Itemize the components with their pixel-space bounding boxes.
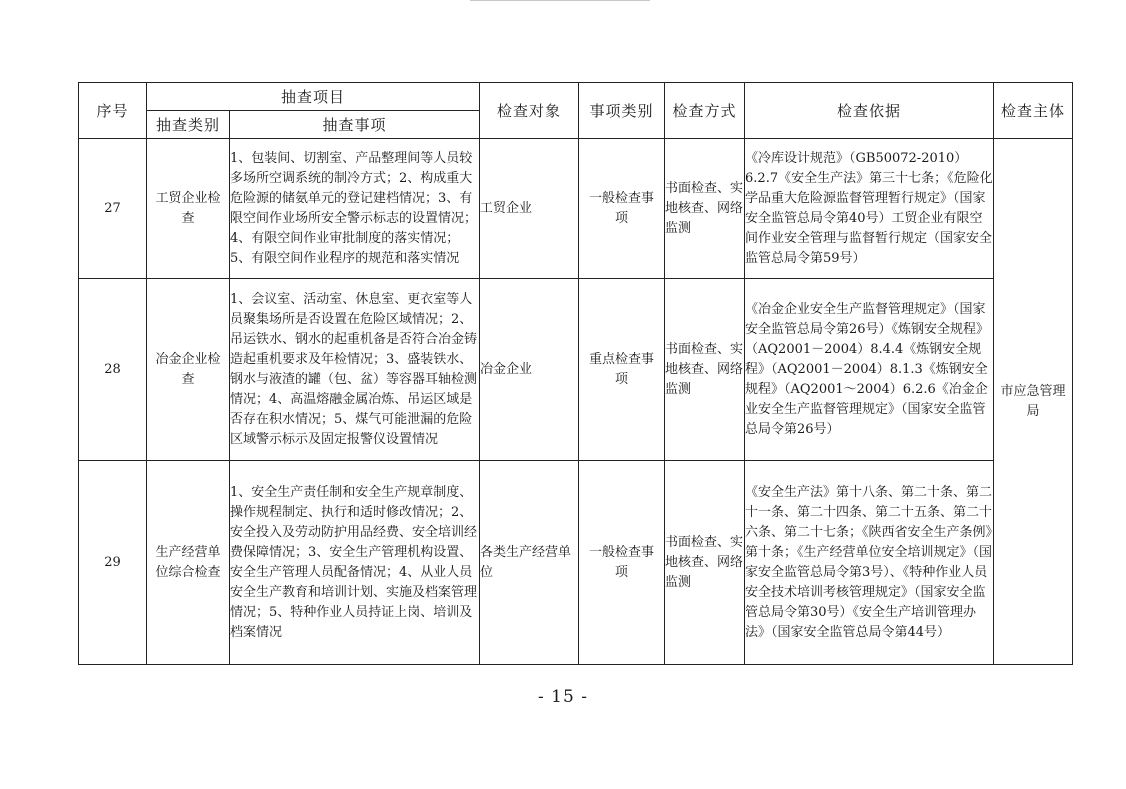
- row-target: 冶金企业: [480, 279, 579, 461]
- row-seq: 28: [79, 279, 147, 461]
- header-row-1: [79, 83, 1073, 111]
- inspection-table: [78, 82, 1073, 665]
- header-method: 检查方式: [665, 83, 745, 139]
- header-basis: 检查依据: [745, 83, 994, 139]
- table-row: [79, 139, 1073, 279]
- subject-cell: [994, 139, 1073, 665]
- header-target: 检查对象: [480, 83, 579, 139]
- row-matters: 1、安全生产责任制和安全生产规章制度、操作规程制定、执行和适时修改情况；2、安全投入及劳动防护用品经费、安全培训经费保障情况；3、安全生产管理机构设置、安全生产管理人员配备情况；4、从业人员安全生产教育和培训计划、实施及档案管理情况；5、特种作业人员持证上岗、培训及档案情况: [230, 461, 480, 665]
- page-number: - 15 -: [538, 687, 588, 707]
- row-matter-type-text: 重点检查事项: [589, 351, 655, 387]
- row-category: [147, 279, 230, 461]
- row-category-text: 冶金企业检查: [155, 351, 221, 387]
- row-category-text: 生产经营单位综合检查: [155, 544, 221, 580]
- subject-text: 市应急管理局: [1000, 383, 1066, 419]
- row-target: 各类生产经营单位: [480, 461, 579, 665]
- row-method: 书面检查、实地核查、网络监测: [665, 461, 745, 665]
- scan-top-mark: [470, 0, 650, 1]
- row-basis: 《安全生产法》第十八条、第二十条、第二十一条、第二十四条、第二十五条、第二十六条、第二十七条；《陕西省安全生产条例》第十条；《生产经营单位安全培训规定》（国家安全监管总局令第3号）、《特种作业人员安全技术培训考核管理规定》（国家安全监管总局令第30号）《安全生产培训管理办法》（国家安全监管总局令第44号）: [745, 461, 994, 665]
- header-subject: 检查主体: [994, 83, 1073, 139]
- row-matter-type: [579, 139, 665, 279]
- row-method: 书面检查、实地核查、网络监测: [665, 139, 745, 279]
- row-matters: 1、包装间、切割室、产品整理间等人员较多场所空调系统的制冷方式；2、构成重大危险源的储氨单元的登记建档情况；3、有限空间作业场所安全警示标志的设置情况；4、有限空间作业审批制度的落实情况；5、有限空间作业程序的规范和落实情况: [230, 139, 480, 279]
- row-matter-type-text: 一般检查事项: [589, 544, 655, 580]
- row-category: [147, 461, 230, 665]
- row-basis: 《冶金企业安全生产监督管理规定》（国家安全监管总局令第26号）《炼钢安全规程》（AQ2001－2004）8.4.4《炼钢安全规程》（AQ2001－2004）8.1.3《炼钢安全规程》（AQ2001～2004）6.2.6《冶金企业安全生产监督管理规定》（国家安全监管总局令第26号）: [745, 279, 994, 461]
- table-row: [79, 279, 1073, 461]
- row-matters: 1、会议室、活动室、休息室、更衣室等人员聚集场所是否设置在危险区域情况；2、吊运铁水、钢水的起重机备是否符合冶金铸造起重机要求及年检情况；3、盛装铁水、钢水与液渣的罐（包、盆）等容器耳轴检测情况；4、高温熔融金属冶炼、吊运区域是否存在积水情况；5、煤气可能泄漏的危险区域警示标示及固定报警仪设置情况: [230, 279, 480, 461]
- row-basis: 《冷库设计规范》（GB50072-2010）6.2.7《安全生产法》第三十七条；《危险化学品重大危险源监督管理暂行规定》（国家安全监管总局令第40号）工贸企业有限空间作业安全管理与监督暂行规定（国家安全监管总局令第59号）: [745, 139, 994, 279]
- row-matter-type: [579, 461, 665, 665]
- row-method: 书面检查、实地核查、网络监测: [665, 279, 745, 461]
- row-seq: 29: [79, 461, 147, 665]
- table-row: [79, 461, 1073, 665]
- row-seq: 27: [79, 139, 147, 279]
- header-category: 抽查类别: [147, 111, 230, 139]
- header-seq: 序号: [79, 83, 147, 139]
- row-matter-type-text: 一般检查事项: [589, 190, 655, 226]
- header-matters: 抽查事项: [230, 111, 480, 139]
- header-check-items: 抽查项目: [147, 83, 480, 111]
- row-target: 工贸企业: [480, 139, 579, 279]
- row-matter-type: [579, 279, 665, 461]
- row-category: [147, 139, 230, 279]
- row-category-text: 工贸企业检查: [155, 190, 221, 226]
- header-matter-type: 事项类别: [579, 83, 665, 139]
